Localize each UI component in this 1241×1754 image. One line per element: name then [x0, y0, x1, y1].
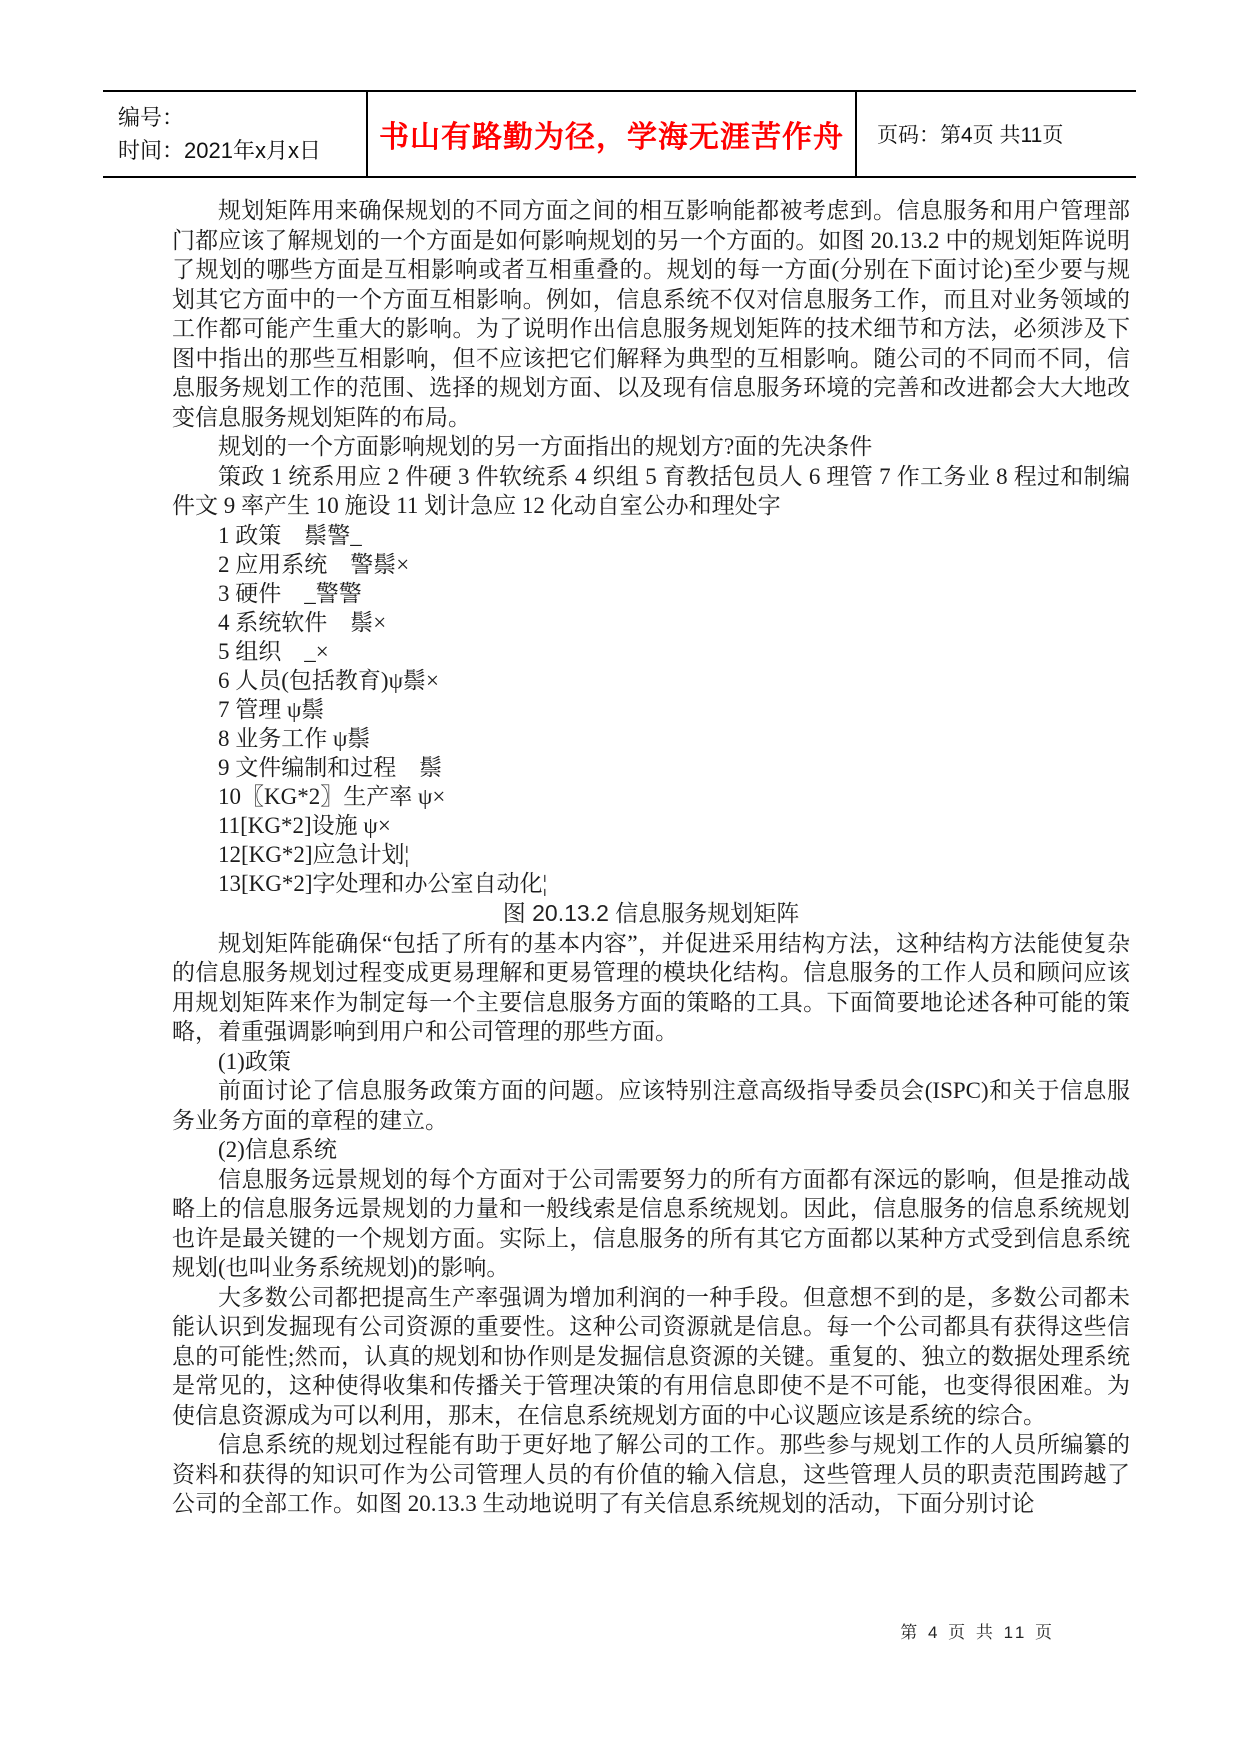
matrix-list-item: 4 系统软件 鬃× — [218, 609, 387, 635]
matrix-list-item: 11[KG*2]设施 ψ× — [218, 812, 391, 838]
page-header — [103, 90, 1136, 178]
header-motto-cell — [366, 92, 855, 176]
paragraph: 信息服务远景规划的每个方面对于公司需要努力的所有方面都有深远的影响，但是推动战略上的信息服务远景规划的力量和一般线索是信息系统规划。因此，信息服务的信息系统规划也许是最关键的一个规划方面。实际上，信息服务的所有其它方面都以某种方式受到信息系统规划(也叫业务系统规划)的影响。 — [172, 1166, 1130, 1280]
matrix-list-item: 5 组织 _× — [218, 638, 329, 664]
matrix-list-item: 13[KG*2]字处理和办公室自动化¦ — [218, 870, 548, 896]
figure-caption: 图 20.13.2 信息服务规划矩阵 — [502, 899, 800, 926]
footer-page-number: 第 4 页 共 11 页 — [900, 1623, 1055, 1642]
paragraph: 策政 1 统系用应 2 件硬 3 件软统系 4 织组 5 育教括包员人 6 理管 7 作工务业 8 程过和制编件文 9 率产生 10 施设 11 划计急应 12 化动自室公办和理处字 — [172, 463, 1130, 518]
matrix-list-item: 3 硬件 _警警 — [218, 580, 362, 606]
motto-text: 书山有路勤为径，学海无涯苦作舟 — [379, 121, 844, 154]
paragraph: 规划矩阵用来确保规划的不同方面之间的相互影响能都被考虑到。信息服务和用户管理部门都应该了解规划的一个方面是如何影响规划的另一个方面的。如图 20.13.2 中的规划矩阵说明了规划的哪些方面是互相影响或者互相重叠的。规划的每一方面(分别在下面讨论)至少要与规划其它方面中的一个方面互相影响。例如，信息系统不仅对信息服务工作，而且对业务领域的工作都可能产生重大的影响。为了说明作出信息服务规划矩阵的技术细节和方法，必须涉及下图中指出的那些互相影响，但不应该把它们解释为典型的互相影响。随公司的不同而不同，信息服务规划工作的范围、选择的规划方面、以及现有信息服务环境的完善和改进都会大大地改变信息服务规划矩阵的布局。 — [172, 198, 1130, 430]
paragraph: 大多数公司都把提高生产率强调为增加利润的一种手段。但意想不到的是，多数公司都未能认识到发掘现有公司资源的重要性。这种公司资源就是信息。每一个公司都具有获得这些信息的可能性;然而，认真的规划和协作则是发掘信息资源的关键。重复的、独立的数据处理系统是常见的，这种使得收集和传播关于管理决策的有用信息即使不是不可能，也变得很困难。为使信息资源成为可以利用，那末，在信息系统规划方面的中心议题应该是系统的综合。 — [172, 1284, 1130, 1428]
page-number-label: 页码：第4页 共11页 — [877, 124, 1064, 147]
matrix-list-item: 6 人员(包括教育)ψ鬃× — [218, 667, 439, 693]
paragraph: 信息系统的规划过程能有助于更好地了解公司的工作。那些参与规划工作的人员所编纂的资料和获得的知识可作为公司管理人员的有价值的输入信息，这些管理人员的职责范围跨越了公司的全部工作。如图 20.13.3 生动地说明了有关信息系统规划的活动，下面分别讨论 — [172, 1432, 1130, 1516]
paragraph: 前面讨论了信息服务政策方面的问题。应该特别注意高级指导委员会(ISPC)和关于信息服务业务方面的章程的建立。 — [172, 1078, 1130, 1133]
matrix-list-item: 7 管理 ψ鬃 — [218, 696, 325, 722]
matrix-list-item: 10〖KG*2〗生产率 ψ× — [218, 783, 446, 809]
header-meta-cell — [103, 92, 366, 176]
paragraph: 规划矩阵能确保“包括了所有的基本内容”，并促进采用结构方法，这种结构方法能使复杂的信息服务规划过程变成更易理解和更易管理的模块化结构。信息服务的工作人员和顾问应该用规划矩阵来作为制定每一个主要信息服务方面的策略的工具。下面简要地论述各种可能的策略，着重强调影响到用户和公司管理的那些方面。 — [172, 930, 1130, 1044]
page-footer — [0, 1618, 1241, 1643]
paragraph: (1)政策 — [218, 1048, 291, 1074]
matrix-list-item: 12[KG*2]应急计划¦ — [218, 841, 410, 867]
doc-number-label: 编号： — [118, 105, 185, 130]
matrix-list-item: 1 政策 鬃警_ — [218, 522, 362, 548]
document-body — [172, 196, 1130, 1519]
doc-time-label: 时间：2021年x月x日 — [118, 138, 321, 163]
paragraph: 规划的一个方面影响规划的另一方面指出的规划方?面的先决条件 — [218, 434, 873, 459]
matrix-list-item: 8 业务工作 ψ鬃 — [218, 725, 371, 751]
matrix-list-item: 9 文件编制和过程 鬃 — [218, 754, 443, 780]
header-page-cell — [855, 92, 1134, 176]
matrix-list-item: 2 应用系统 警鬃× — [218, 551, 410, 577]
paragraph: (2)信息系统 — [218, 1137, 337, 1162]
